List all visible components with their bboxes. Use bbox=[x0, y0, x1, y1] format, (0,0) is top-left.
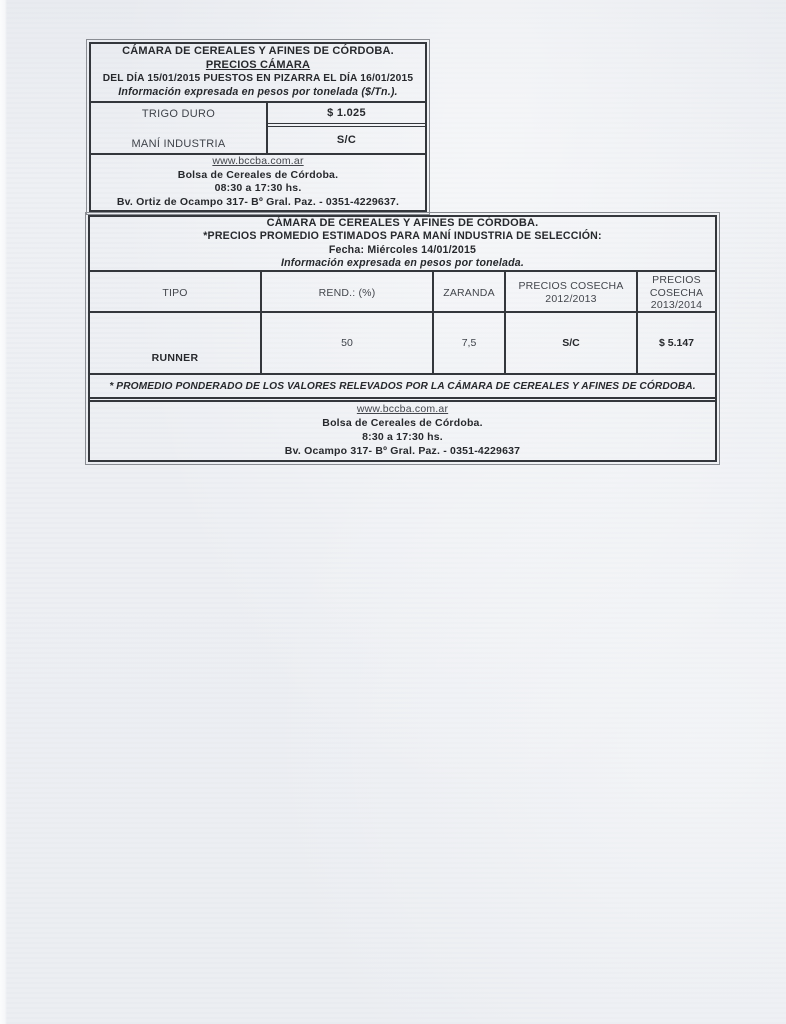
org-title: CÁMARA DE CEREALES Y AFINES DE CÓRDOBA. bbox=[266, 216, 539, 229]
price-trigo-duro: $ 1.025 bbox=[327, 106, 366, 119]
address-phone: Bv. Ortiz de Ocampo 317- Bº Gral. Paz. - 0351-4229637. bbox=[116, 196, 400, 209]
mani-promedio-table bbox=[88, 215, 717, 462]
hours: 8:30 a 17:30 hs. bbox=[362, 431, 443, 443]
cell-zaranda: 7,5 bbox=[434, 313, 506, 373]
units-note: Información expresada en pesos por tonelada ($/Tn.). bbox=[118, 85, 398, 98]
cell-precio-2013-2014: $ 5.147 bbox=[658, 337, 695, 349]
col-header-zaranda: ZARANDA bbox=[434, 272, 506, 314]
precios-camara-footer bbox=[91, 155, 425, 210]
website-link: www.bccba.com.ar bbox=[356, 403, 449, 416]
hours: 08:30 a 17:30 hs. bbox=[214, 182, 302, 195]
price-mani-industria: S/C bbox=[336, 133, 357, 146]
commodity-mani-industria: MANÍ INDUSTRIA bbox=[131, 137, 226, 150]
units-note: Información expresada en pesos por tonelada. bbox=[280, 257, 525, 269]
org-title: CÁMARA DE CEREALES Y AFINES DE CÓRDOBA. bbox=[122, 45, 394, 58]
price-column bbox=[268, 103, 425, 153]
commodity-trigo-duro: TRIGO DURO bbox=[141, 107, 216, 120]
table-subtitle: *PRECIOS PROMEDIO ESTIMADOS PARA MANÍ INDUSTRIA DE SELECCIÓN: bbox=[203, 230, 602, 242]
price-cell-trigo-duro bbox=[268, 103, 425, 127]
column-header-row bbox=[90, 272, 715, 313]
mani-promedio-footer bbox=[90, 402, 715, 460]
precios-camara-header bbox=[91, 44, 425, 103]
precios-camara-body bbox=[91, 103, 425, 155]
address-phone: Bv. Ocampo 317- Bº Gral. Paz. - 0351-4229637 bbox=[284, 444, 521, 457]
mani-promedio-header bbox=[90, 217, 715, 272]
col-header-rend: REND.: (%) bbox=[262, 272, 434, 314]
scan-edge-strip bbox=[0, 0, 7, 1024]
date-line: Fecha: Miércoles 14/01/2015 bbox=[328, 243, 477, 256]
date-line: DEL DÍA 15/01/2015 PUESTOS EN PIZARRA EL DÍA 16/01/2015 bbox=[102, 73, 414, 85]
org-name: Bolsa de Cereales de Córdoba. bbox=[322, 417, 483, 430]
precios-camara-table bbox=[89, 42, 427, 212]
price-cell-mani-industria bbox=[268, 127, 425, 153]
footnote-text: * PROMEDIO PONDERADO DE LOS VALORES RELEVADOS POR LA CÁMARA DE CEREALES Y AFINES DE CÓRDOBA. bbox=[109, 380, 696, 392]
website-link: www.bccba.com.ar bbox=[212, 154, 304, 167]
col-header-precios-2012-2013: PRECIOS COSECHA 2012/2013 bbox=[506, 272, 638, 314]
footnote-row bbox=[90, 375, 715, 402]
cell-rend: 50 bbox=[262, 313, 434, 373]
cell-precio-2012-2013: S/C bbox=[506, 313, 638, 373]
cell-tipo: RUNNER bbox=[90, 313, 262, 373]
table-row bbox=[90, 313, 715, 375]
org-name: Bolsa de Cereales de Córdoba. bbox=[177, 168, 339, 181]
col-header-tipo: TIPO bbox=[90, 272, 262, 314]
board-title: PRECIOS CÁMARA bbox=[205, 58, 311, 71]
col-header-precios-2013-2014: PRECIOS COSECHA 2013/2014 bbox=[649, 274, 704, 311]
commodity-column bbox=[91, 103, 268, 153]
